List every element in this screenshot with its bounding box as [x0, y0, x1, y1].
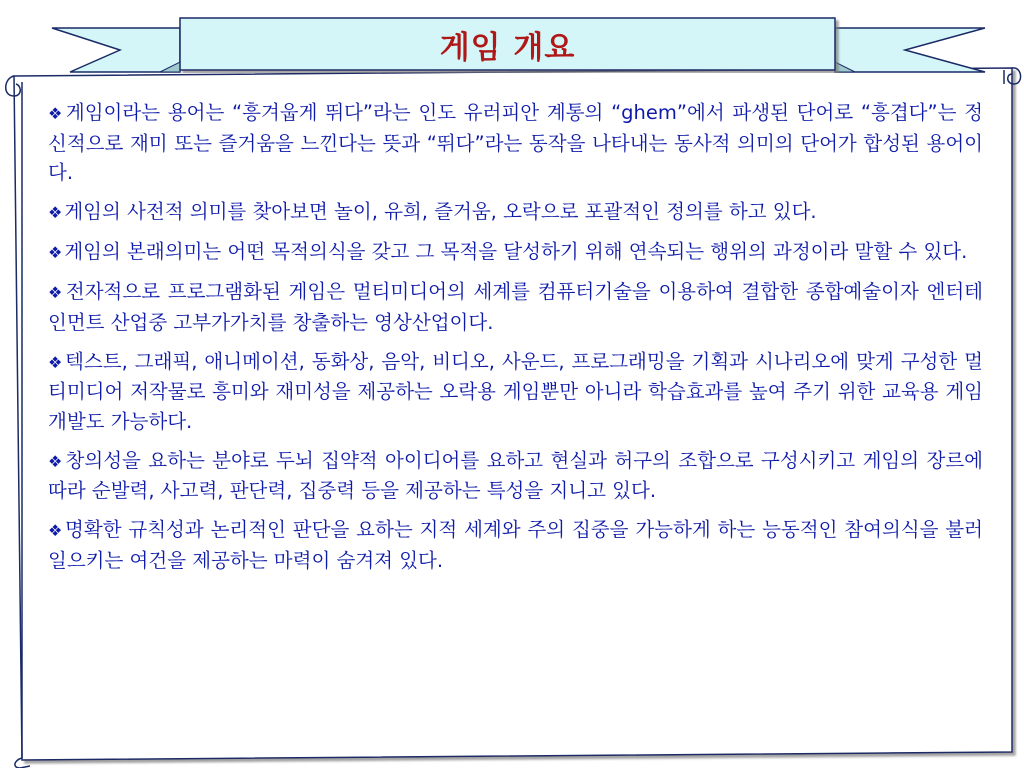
list-item: [48, 237, 983, 268]
diamond-bullet-icon: ❖: [48, 203, 63, 222]
list-item: [48, 98, 983, 188]
paragraph-text: 창의성을 요하는 분야로 두뇌 집약적 아이디어를 요하고 현실과 허구의 조합으로 구성시키고 게임의 장르에 따라 순발력, 사고력, 판단력, 집중력 등을 제공하는 특성을 지니고 있다.: [48, 448, 983, 502]
list-item: [48, 446, 983, 506]
title-container: [180, 18, 835, 70]
list-item: [48, 197, 983, 228]
list-item: [48, 515, 983, 575]
banner-right-tail: [835, 28, 985, 72]
list-item: [48, 277, 983, 337]
paragraph-text: 전자적으로 프로그램화된 게임은 멀티미디어의 세계를 컴퓨터기술을 이용하여 결합한 종합예술이자 엔터테인먼트 산업중 고부가가치를 창출하는 영상산업이다.: [48, 280, 984, 334]
diamond-bullet-icon: ❖: [48, 451, 64, 471]
paragraph-text: 텍스트, 그래픽, 애니메이션, 동화상, 음악, 비디오, 사운드, 프로그래밍을 기획과 시나리오에 맞게 구성한 멀티미디어 저작물로 흥미와 재미성을 제공하는 오락용 게임뿐만 아니라 학습효과를 높여 주기 위한 교육용 게임개발도 가능하다.: [48, 349, 983, 433]
diamond-bullet-icon: ❖: [48, 352, 64, 372]
bullet-list: [48, 98, 983, 585]
paragraph-text: 명확한 규칙성과 논리적인 판단을 요하는 지적 세계와 주의 집중을 가능하게 하는 능동적인 참여의식을 불러 일으키는 여건을 제공하는 마력이 숨겨져 있다.: [48, 518, 983, 572]
diamond-bullet-icon: ❖: [48, 283, 64, 302]
paragraph-text: 게임이라는 용어는 “흥겨웁게 뛰다”라는 인도 유러피안 계통의 “ghem”에서 파생된 단어로 “흥겹다”는 정신적으로 재미 또는 즐거움을 느낀다는 뜻과 “뛰다”라는 동작을 나타내는 동사적 의미의 단어가 합성된 용어이다.: [48, 101, 983, 184]
paragraph-text: 게임의 사전적 의미를 찾아보면 놀이, 유희, 즐거움, 오락으로 포괄적인 정의를 하고 있다.: [64, 200, 817, 223]
page-title: 게임 개요: [439, 29, 576, 66]
diamond-bullet-icon: ❖: [48, 243, 63, 262]
list-item: [48, 347, 983, 437]
banner-left-tail: [52, 28, 180, 72]
paragraph-text: 게임의 본래의미는 어떤 목적의식을 갖고 그 목적을 달성하기 위해 연속되는 행위의 과정이라 말할 수 있다.: [64, 240, 968, 263]
diamond-bullet-icon: ❖: [48, 104, 64, 123]
diamond-bullet-icon: ❖: [48, 521, 64, 540]
